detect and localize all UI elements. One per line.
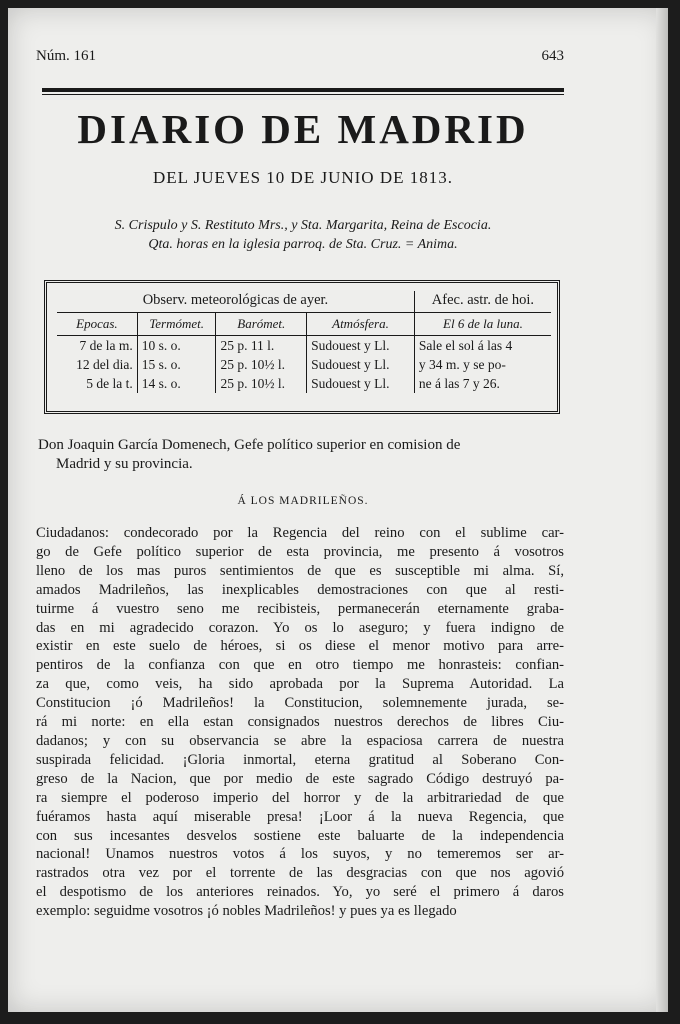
article-line: suspirada felicidad. ¡Gloria inmortal, eterna gratitud al Soberano Con- bbox=[36, 751, 564, 768]
cell-epoca: 7 de la m. bbox=[57, 336, 137, 356]
astro-title: Afec. astr. de hoi. bbox=[414, 291, 551, 313]
cell-epoca: 5 de la t. bbox=[57, 374, 137, 393]
cell-moon: ne á las 7 y 26. bbox=[414, 374, 551, 393]
article-line: rá mi norte: en ella estan consignados nuestros derechos de libres Ciu- bbox=[36, 714, 564, 731]
cell-barometro: 25 p. 11 l. bbox=[216, 336, 307, 356]
col-header-luna: El 6 de la luna. bbox=[414, 313, 551, 336]
article-line: go de Gefe político superior de esta provincia, me presento á vosotros bbox=[36, 543, 564, 560]
page-edge-shadow bbox=[656, 8, 668, 1012]
article-line: tuirme á vuestro seno me recibisteis, permanecerán eternamente graba- bbox=[36, 600, 564, 617]
cell-epoca: 12 del dia. bbox=[57, 355, 137, 374]
dateline: DEL JUEVES 10 DE JUNIO DE 1813. bbox=[153, 168, 453, 187]
col-header-atmosfera: Atmósfera. bbox=[307, 313, 415, 336]
article-line: dadanos; y con su observancia se abre la espaciosa carrera de nuestra bbox=[36, 732, 564, 749]
article-line: el despotismo de los anteriores reinados. Yo, yo seré el primero á daros bbox=[36, 884, 564, 901]
cell-atmosfera: Sudouest y Ll. bbox=[311, 376, 390, 391]
article-line: existir en este suelo de héroes, si os diese el menor motivo para arre- bbox=[36, 638, 564, 655]
header-rule-thick bbox=[42, 88, 564, 92]
table-row bbox=[57, 336, 551, 356]
cell-atmosfera: Sudouest y Ll. bbox=[311, 357, 390, 372]
article-line: pentiros de la confianza con que en otro tiempo me honrasteis: confian- bbox=[36, 657, 564, 674]
article-line: za que, como veis, ha sido aprobada por la Suprema Autoridad. La bbox=[36, 676, 564, 693]
cell-barometro: 25 p. 10½ l. bbox=[216, 355, 307, 374]
cell-termometro: 10 s. o. bbox=[137, 336, 216, 356]
article-line: Constitucion ¡ó Madrileños! la Constitucion, solemnemente jurada, se- bbox=[36, 695, 564, 712]
col-header-epocas: Epocas. bbox=[57, 313, 137, 336]
weather-title: Observ. meteorológicas de ayer. bbox=[57, 291, 414, 313]
newspaper-page bbox=[8, 8, 668, 1012]
table-row bbox=[57, 355, 551, 374]
page-number: 643 bbox=[541, 48, 564, 64]
decree-line-2: Madrid y su provincia. bbox=[56, 456, 193, 472]
article-line: Ciudadanos: condecorado por la Regencia del reino con el sublime car- bbox=[36, 525, 564, 541]
cell-termometro: 14 s. o. bbox=[137, 374, 216, 393]
weather-observations-box bbox=[44, 280, 560, 414]
article-line: fuéramos hasta aquí miserable presa! ¡Loor á la nueva Regencia, que bbox=[36, 808, 564, 825]
cell-atmosfera: Sudouest y Ll. bbox=[311, 338, 390, 353]
saints-line-2: Qta. horas en la iglesia parroq. de Sta. Cruz. = Anima. bbox=[148, 237, 458, 252]
cell-termometro: 15 s. o. bbox=[137, 355, 216, 374]
article-line: rastrados otra vez por el torrente de las desgracias con que nos agovió bbox=[36, 865, 564, 882]
col-header-barometro: Barómet. bbox=[216, 313, 307, 336]
decree-line-1: Don Joaquin García Domenech, Gefe político superior en comision de bbox=[38, 437, 461, 453]
masthead-title: DIARIO DE MADRID bbox=[77, 106, 529, 152]
article-line: con sus incesantes desvelos sostiene este baluarte de la independencia bbox=[36, 827, 564, 844]
article-line: nacional! Unamos nuestros votos á los suyos, y no temeremos ser ar- bbox=[36, 846, 564, 863]
article-line: das en mi agradecido corazon. Yo os lo aseguro; y fuera indigno de bbox=[36, 619, 564, 636]
article-line: greso de la Nacion, que por medio de este sagrado Código destruyó pa- bbox=[36, 770, 564, 787]
saints-line-1: S. Crispulo y S. Restituto Mrs., y Sta. Margarita, Reina de Escocia. bbox=[114, 218, 492, 233]
saints-of-the-day bbox=[48, 216, 558, 254]
article-body bbox=[36, 524, 564, 921]
cell-moon: y 34 m. y se po- bbox=[414, 355, 551, 374]
table-row bbox=[57, 374, 551, 393]
address-title: Á LOS MADRILEÑOS. bbox=[237, 495, 369, 507]
decree-heading bbox=[38, 436, 566, 474]
cell-moon: Sale el sol á las 4 bbox=[414, 336, 551, 356]
article-line: exemplo: seguidme vosotros ¡ó nobles Madrileños! y pues ya es llegado bbox=[36, 903, 457, 920]
article-line: lleno de los mas puros sentimientos de que es susceptible mi alma. Sí, bbox=[36, 562, 564, 579]
weather-table bbox=[57, 291, 551, 393]
header-rule-thin bbox=[42, 94, 564, 95]
col-header-termometro: Termómet. bbox=[137, 313, 216, 336]
article-line: ra siempre el poderoso imperio del horror y de la arbitrariedad de que bbox=[36, 789, 564, 806]
cell-barometro: 25 p. 10½ l. bbox=[216, 374, 307, 393]
article-line: amados Madrileños, las inexplicables demostraciones con que al resti- bbox=[36, 581, 564, 598]
issue-number: Núm. 161 bbox=[36, 48, 96, 64]
